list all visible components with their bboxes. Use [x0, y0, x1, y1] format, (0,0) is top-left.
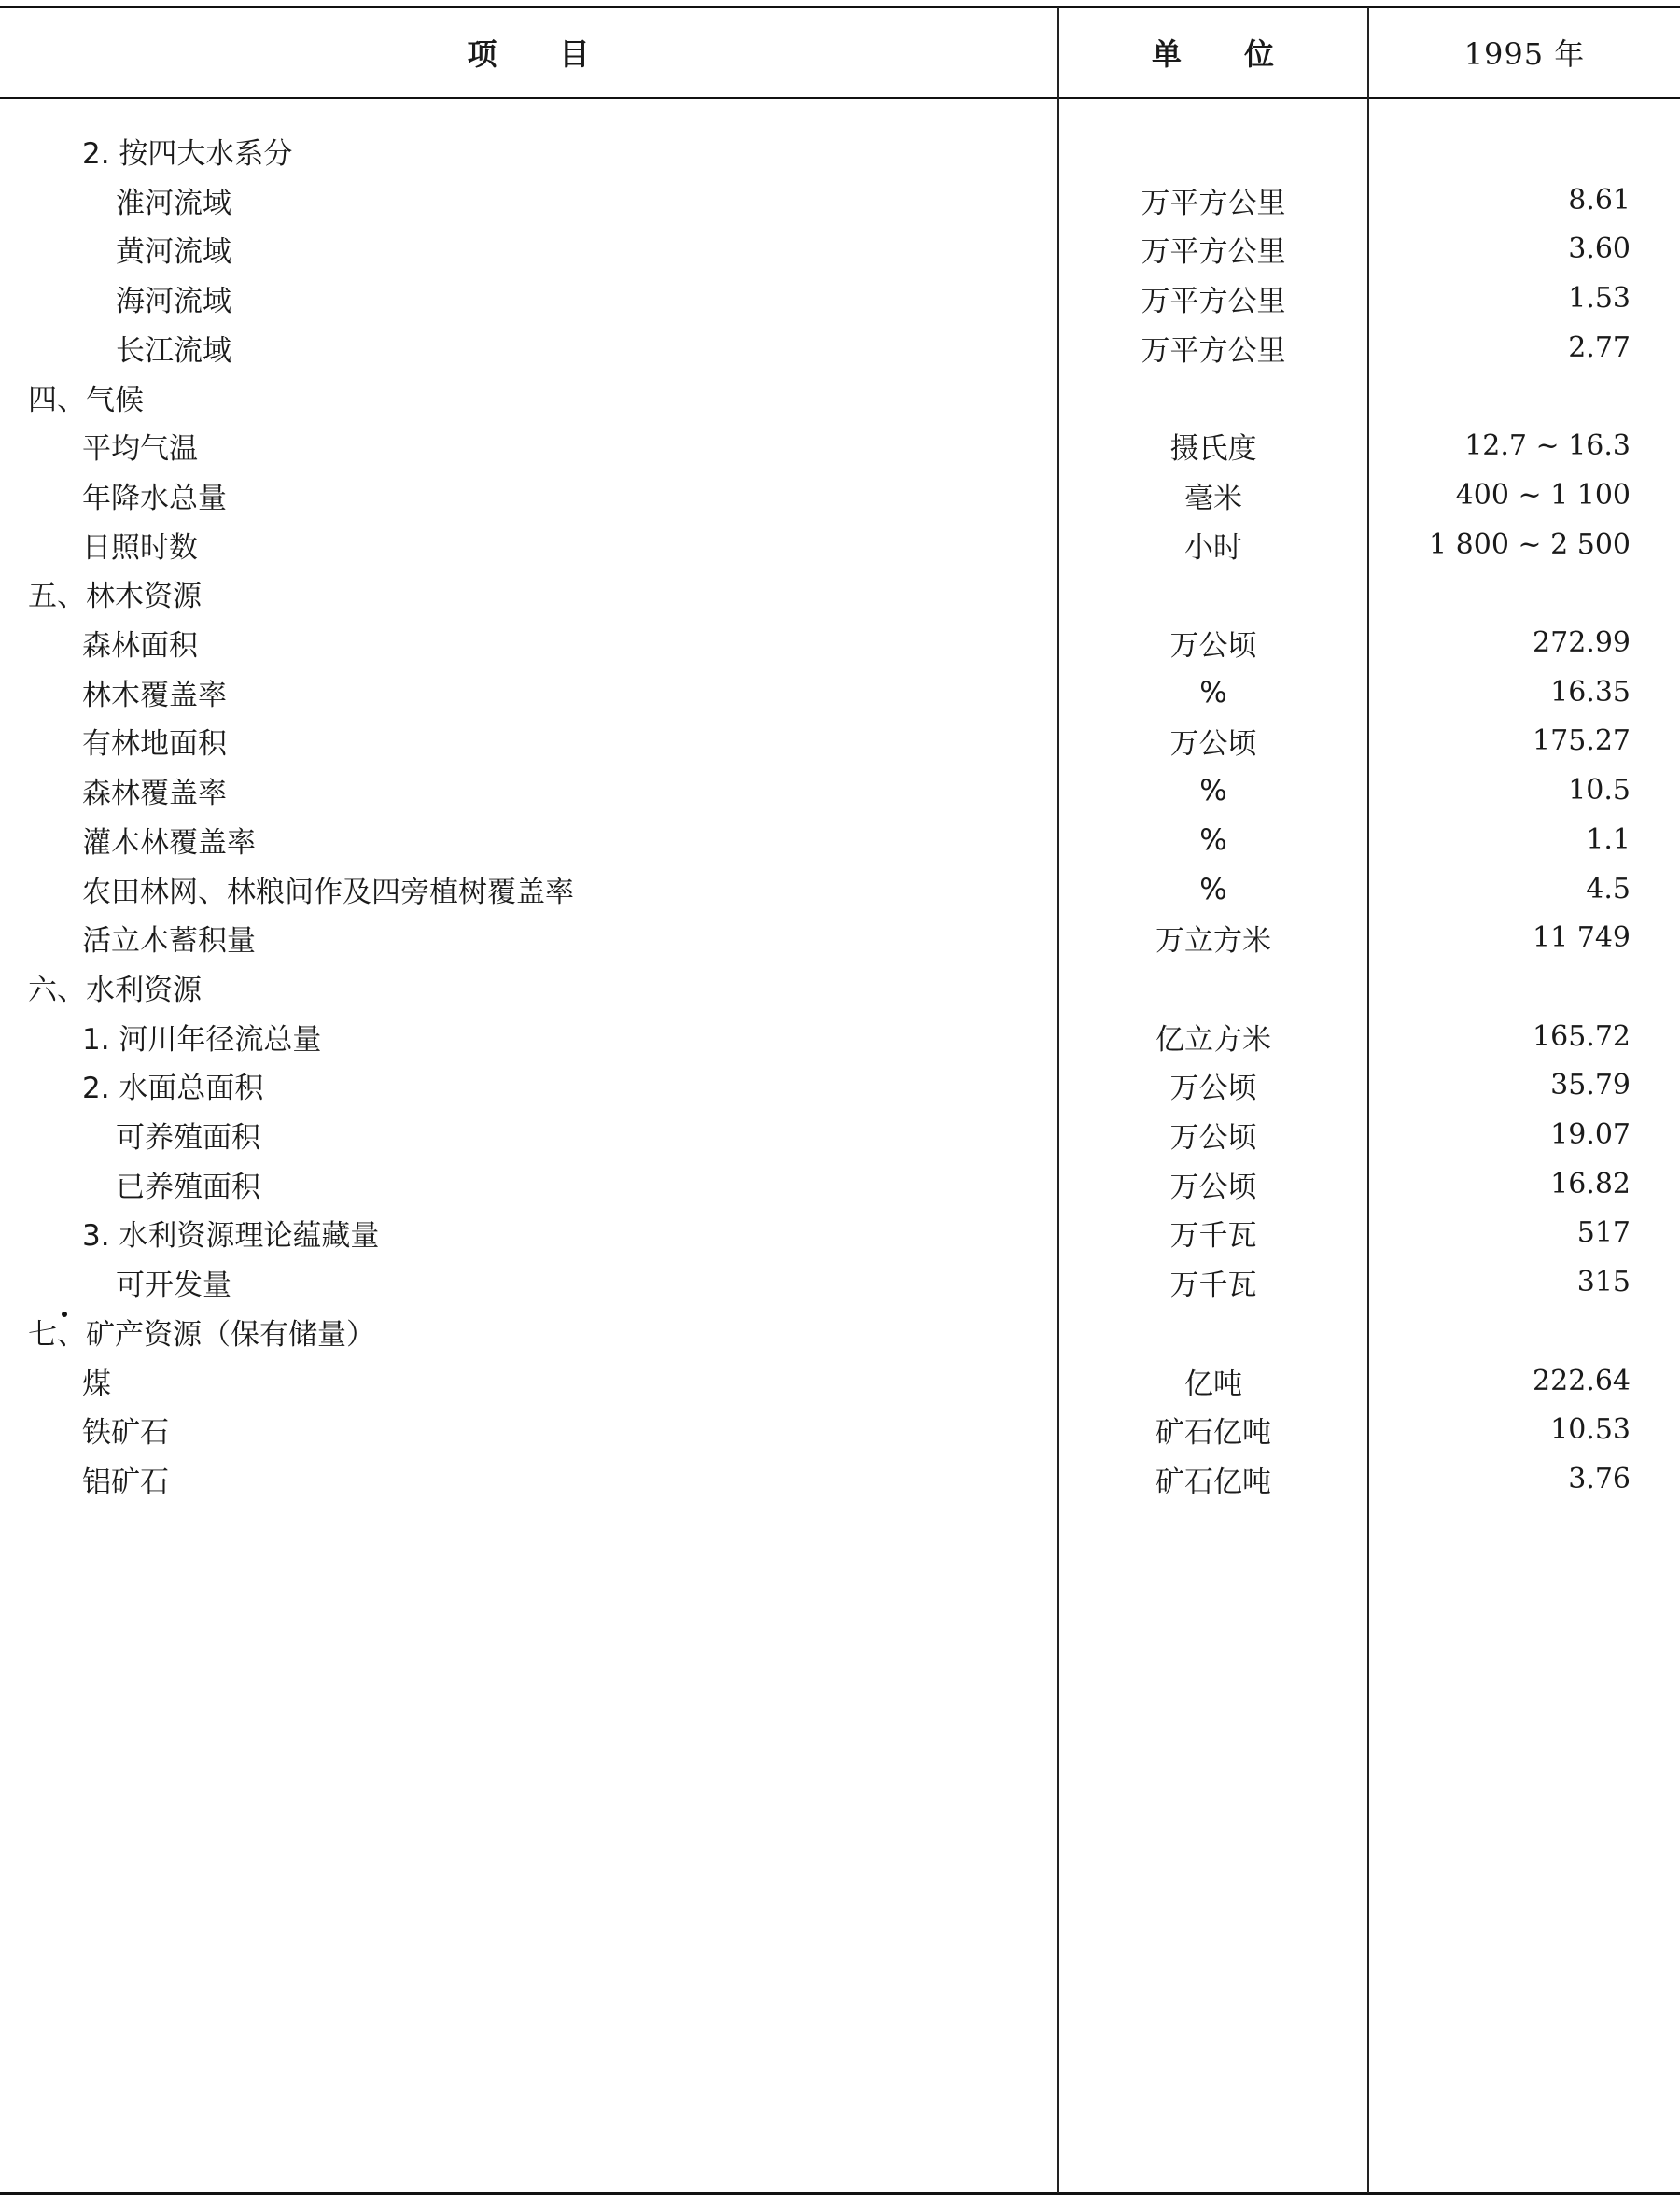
table-row — [0, 1442, 1680, 1516]
row-item-label: 七、矿产资源（保有储量） — [28, 1318, 375, 1352]
header-bottom-rule — [0, 97, 1680, 99]
row-item-label: 淮河流域 — [116, 187, 231, 220]
row-unit: % — [1199, 822, 1227, 857]
row-unit: 摄氏度 — [1169, 432, 1257, 466]
row-value-1995: 16.35 — [1550, 676, 1631, 709]
row-value-1995: 175.27 — [1533, 724, 1631, 757]
row-unit: 万立方米 — [1155, 924, 1271, 958]
row-value-1995: 517 — [1576, 1216, 1631, 1249]
row-item-label: 有林地面积 — [82, 727, 227, 761]
row-value-1995: 1.1 — [1586, 823, 1631, 856]
row-item-label: 已养殖面积 — [116, 1171, 260, 1204]
row-item-label: 铁矿石 — [82, 1416, 169, 1450]
row-unit: 万平方公里 — [1141, 235, 1286, 269]
row-unit: % — [1199, 773, 1227, 807]
row-item-label: 日照时数 — [82, 531, 198, 565]
row-value-1995: 400 ~ 1 100 — [1455, 479, 1631, 512]
row-unit: 毫米 — [1184, 482, 1242, 515]
row-unit: 亿吨 — [1184, 1368, 1242, 1401]
row-item-label: 海河流域 — [116, 285, 231, 318]
row-unit: % — [1199, 872, 1227, 906]
row-item-label: 可养殖面积 — [116, 1121, 260, 1155]
row-value-1995: 315 — [1576, 1266, 1631, 1298]
row-item-label: 森林面积 — [82, 629, 198, 663]
row-unit: 万平方公里 — [1141, 187, 1286, 220]
row-value-1995: 4.5 — [1586, 873, 1631, 905]
row-unit: 万平方公里 — [1141, 334, 1286, 368]
row-item-label: 农田林网、林粮间作及四旁植树覆盖率 — [82, 876, 574, 909]
row-value-1995: 10.53 — [1550, 1413, 1631, 1446]
row-item-label: 五、林木资源 — [28, 580, 202, 613]
row-unit: 万公顷 — [1169, 1072, 1257, 1105]
row-value-1995: 8.61 — [1568, 184, 1631, 217]
row-value-1995: 165.72 — [1533, 1020, 1631, 1053]
row-value-1995: 12.7 ~ 16.3 — [1464, 429, 1631, 462]
row-item-label: 1. 河川年径流总量 — [82, 1023, 322, 1057]
column-header-item: 项 目 — [467, 36, 591, 72]
column-header-year: 1995 年 — [1463, 36, 1586, 72]
row-unit: 万公顷 — [1169, 1121, 1257, 1155]
row-item-label: 森林覆盖率 — [82, 777, 227, 810]
row-value-1995: 3.60 — [1568, 232, 1631, 265]
row-item-label: 林木覆盖率 — [82, 679, 227, 712]
row-item-label: 2. 按四大水系分 — [82, 137, 293, 171]
row-value-1995: 3.76 — [1568, 1463, 1631, 1495]
row-item-label: 平均气温 — [82, 432, 198, 466]
row-unit: 万公顷 — [1169, 629, 1257, 663]
row-item-label: 煤 — [82, 1368, 111, 1401]
row-unit: 矿石亿吨 — [1155, 1466, 1271, 1499]
row-value-1995: 11 749 — [1533, 921, 1631, 954]
row-unit: 万平方公里 — [1141, 285, 1286, 318]
row-value-1995: 16.82 — [1550, 1168, 1631, 1200]
row-unit: 万千瓦 — [1169, 1219, 1257, 1253]
row-item-label: 活立木蓄积量 — [82, 924, 256, 958]
row-unit: 万公顷 — [1169, 727, 1257, 761]
row-unit: 万公顷 — [1169, 1171, 1257, 1204]
row-item-label: 可开发量 — [116, 1269, 231, 1302]
row-item-label: 黄河流域 — [116, 235, 231, 269]
row-unit: % — [1199, 675, 1227, 709]
stray-dot-mark — [62, 1312, 67, 1317]
row-value-1995: 272.99 — [1533, 626, 1631, 659]
row-item-label: 年降水总量 — [82, 482, 227, 515]
row-value-1995: 19.07 — [1550, 1118, 1631, 1151]
row-value-1995: 35.79 — [1550, 1069, 1631, 1102]
row-unit: 亿立方米 — [1155, 1023, 1271, 1057]
row-item-label: 四、气候 — [28, 384, 144, 417]
table-bottom-rule — [0, 2192, 1680, 2195]
row-item-label: 六、水利资源 — [28, 974, 202, 1007]
row-value-1995: 10.5 — [1568, 774, 1631, 807]
column-header-unit: 单 位 — [1151, 36, 1275, 72]
row-item-label: 灌木林覆盖率 — [82, 826, 256, 860]
row-item-label: 铝矿石 — [82, 1466, 169, 1499]
row-value-1995: 222.64 — [1533, 1365, 1631, 1397]
row-value-1995: 1 800 ~ 2 500 — [1429, 528, 1631, 561]
row-value-1995: 2.77 — [1568, 331, 1631, 364]
row-unit: 万千瓦 — [1169, 1269, 1257, 1302]
row-item-label: 2. 水面总面积 — [82, 1072, 264, 1105]
row-unit: 小时 — [1184, 531, 1242, 565]
row-item-label: 3. 水利资源理论蕴藏量 — [82, 1219, 380, 1253]
row-unit: 矿石亿吨 — [1155, 1416, 1271, 1450]
row-item-label: 长江流域 — [116, 334, 231, 368]
row-value-1995: 1.53 — [1568, 282, 1631, 315]
